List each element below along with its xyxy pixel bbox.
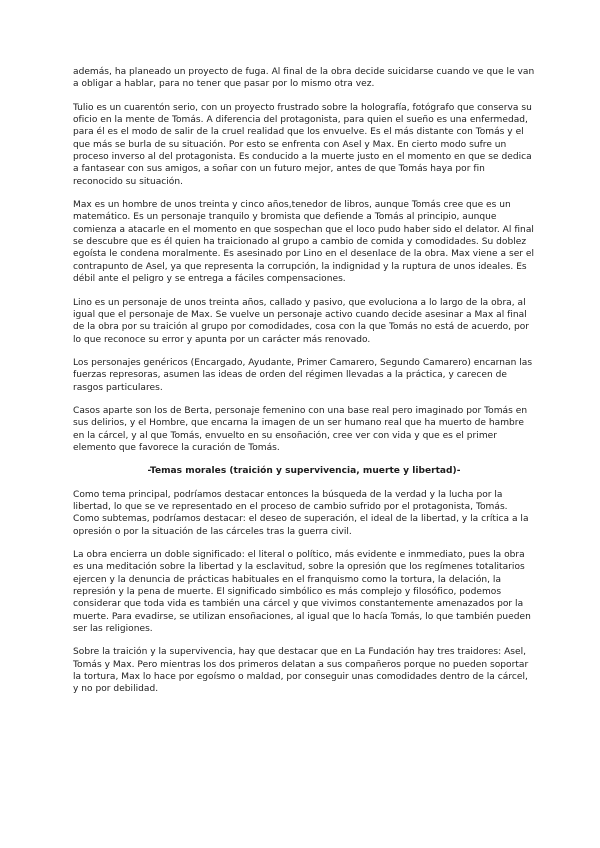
paragraph-lino: Lino es un personaje de unos treinta años, callado y pasivo, que evoluciona a lo largo de la obra, al igual que el personaje de Max. Se vuelve un personaje activo cuando decide asesinar a Max al final de la obra por su traición al grupo por comodidades, cosa con la que Tomás no está de acuerdo, por lo que reconoce su error y apunta por un carácter más renovado. [73, 297, 530, 345]
paragraph-tulio: Tulio es un cuarentón serio, con un proyecto frustrado sobre la holografía, fotógrafo que conserva su oficio en la mente de Tomás. A diferencia del protagonista, para quien el sueño es una enfermedad, para él es el modo de salir de la cruel realidad que los envuelve. Es el más distante con Tomás y el que más se burla de su situación. Por esto se enfrenta con Asel y Max. En cierto modo sufre un proceso inverso al del protagonista. Es conducido a la muerte justo en el momento en que se dedica a fantasear con sus amigos, a soñar con un futuro mejor, antes de que Tomás haya por fin reconocido su situación. [73, 102, 532, 187]
document-page [73, 66, 535, 707]
paragraph-main-theme: Como tema principal, podríamos destacar entonces la búsqueda de la verdad y la lucha por la libertad, lo que se ve representado en el proceso de cambio sufrido por el protagonista, Tomás. Como subtemas, podríamos destacar: el deseo de superación, el ideal de la libertad, y la crítica a la opresión o por la situación de las cárceles tras la guerra civil. [73, 489, 529, 537]
paragraph-generic-characters: Los personajes genéricos (Encargado, Ayudante, Primer Camarero, Segundo Camarero) encarnan las fuerzas represoras, asumen las ideas de orden del régimen llevadas a la práctica, y carecen de rasgos particulares. [73, 357, 533, 393]
paragraph-max: Max es un hombre de unos treinta y cinco años,tenedor de libros, aunque Tomás cree que es un matemático. Es un personaje tranquilo y bromista que defiende a Tomás al principio, aunque comienza a atacarle en el momento en que sospechan que el loco pudo haber sido el delator. Al final se descubre que es él quien ha traicionado al grupo a cambio de comida y comodidades. Su doblez egoísta le condena moralmente. Es asesinado por Lino en el desenlace de la obra. Max viene a ser el contrapunto de Asel, ya que representa la corrupción, la indignidad y la ruptura de unos ideales. Es débil ante el peligro y se entrega a fáciles compensaciones. [73, 200, 535, 285]
paragraph-double-meaning: La obra encierra un doble significado: el literal o político, más evidente e inmmediato, pues la obra es una meditación sobre la libertad y la esclavitud, sobre la opresión que los regímenes totalitarios ejercen y la denuncia de prácticas habituales en el franquismo como la tortura, la delación, la represión y la pena de muerte. El significado simbólico es más complejo y filosófico, podemos considerar que toda vida es también una cárcel y que vivimos constantemente amenazados por la muerte. Para evadirse, se utilizan ensoñaciones, al igual que lo hacía Tomás, lo que también pueden ser las religiones. [73, 550, 531, 635]
paragraph-traitors: Sobre la traición y la supervivencia, hay que destacar que en La Fundación hay tres traidores: Asel, Tomás y Max. Pero mientras los dos primeros delatan a sus compañeros porque no pueden soportar la tortura, Max lo hace por egoísmo o maldad, por conseguir unas comodidades dentro de la cárcel, y no por debilidad. [73, 647, 529, 695]
paragraph-berta-hombre: Casos aparte son los de Berta, personaje femenino con una base real pero imaginado por Tomás en sus delirios, y el Hombre, que encarna la imagen de un ser humano real que ha muerto de hambre en la cárcel, y al que Tomás, envuelto en su ensoñación, cree ver con vida y que es el primer elemento que favorece la curación de Tomás. [73, 405, 528, 453]
section-heading: -Temas morales (traición y supervivencia, muerte y libertad)- [147, 466, 461, 477]
paragraph-asel-ending: además, ha planeado un proyecto de fuga. Al final de la obra decide suicidarse cuando ve que le van a obligar a hablar, para no tener que pasar por lo mismo otra vez. [73, 67, 535, 90]
